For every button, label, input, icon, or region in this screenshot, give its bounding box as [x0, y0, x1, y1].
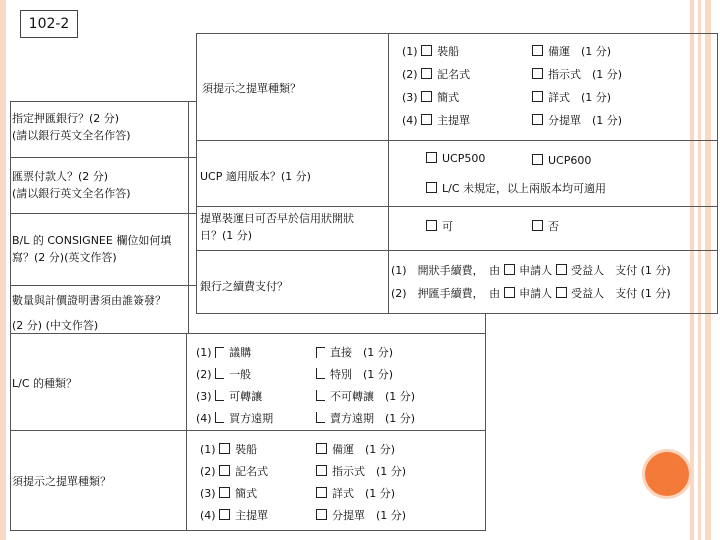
checkbox[interactable] [215, 368, 224, 379]
accent-circle [642, 449, 692, 499]
option-row: 直接 (1 分) [316, 346, 415, 368]
option-row: 分提單 (1 分) [316, 509, 406, 531]
option-row: 分提單 (1 分) [532, 114, 622, 137]
question-line: (請以銀行英文全名作答) [12, 187, 131, 200]
right-stripe-2 [698, 0, 701, 540]
left-col-vertical-a [10, 101, 11, 531]
lc-type-options-b [316, 346, 415, 434]
upper-table-divider [388, 33, 389, 314]
consignee-question [12, 232, 171, 266]
question-line: (請以銀行英文全名作答) [12, 129, 131, 142]
lc-type-question: L/C 的種類？ [12, 377, 78, 390]
ucp-either-option: L/C 未規定，以上兩版本均可適用 [426, 182, 606, 195]
checkbox[interactable] [215, 347, 224, 358]
checkbox[interactable] [215, 412, 224, 423]
ucp600-option: UCP600 [532, 154, 591, 167]
option-row: 不可轉讓 (1 分) [316, 390, 415, 412]
question-line: 指定押匯銀行？(2 分) [12, 112, 120, 125]
option-yes: 可 [426, 220, 453, 233]
option-row: 賣方遠期 (1 分) [316, 412, 415, 434]
checkbox[interactable] [316, 443, 327, 454]
checkbox[interactable] [421, 45, 432, 56]
option-row: (3) 可轉讓 [196, 390, 263, 403]
checkbox[interactable] [426, 152, 437, 163]
upper-table-border-left [196, 33, 197, 314]
right-stripe-1 [690, 0, 694, 540]
ucp-version-question: UCP 適用版本？(1 分) [200, 170, 311, 183]
checkbox[interactable] [504, 264, 515, 275]
option-row: (3) 簡式 [402, 91, 460, 104]
checkbox[interactable] [421, 91, 432, 102]
checkbox[interactable] [504, 287, 515, 298]
checkbox[interactable] [426, 182, 437, 193]
checkbox[interactable] [426, 220, 437, 231]
option-row: 特別 (1 分) [316, 368, 415, 390]
checkbox[interactable] [316, 347, 325, 358]
bank-fee-question: 銀行之續費支付？ [200, 280, 288, 293]
left-col-vertical-b [188, 101, 189, 333]
left-col-line-3 [10, 285, 196, 286]
left-col-line-0 [10, 101, 196, 102]
checkbox[interactable] [316, 412, 325, 423]
checkbox[interactable] [316, 465, 327, 476]
option-row: (1) 裝船 [402, 45, 460, 58]
checkbox[interactable] [556, 264, 567, 275]
checkbox[interactable] [532, 114, 543, 125]
option-row: 詳式 (1 分) [532, 91, 622, 114]
question-line: 寫？(2 分)(英文作答) [12, 251, 117, 264]
paying-bank-question [12, 110, 131, 144]
drawee-question [12, 168, 131, 202]
question-line: 數量與計價證明書須由誰簽發？ [12, 294, 166, 307]
lower-divider [186, 333, 187, 531]
option-row: (1) 裝船 [200, 443, 258, 456]
ucp500-option: UCP500 [426, 152, 485, 165]
question-line: B/L 的 CONSIGNEE 欄位如何填 [12, 234, 172, 247]
checkbox[interactable] [532, 91, 543, 102]
upper-bl-type-options [402, 45, 470, 137]
checkbox[interactable] [316, 368, 325, 379]
checkbox[interactable] [316, 487, 327, 498]
upper-table-border-right [717, 33, 718, 314]
checkbox[interactable] [219, 487, 230, 498]
option-row: (4) 主提單 [402, 114, 471, 127]
checkbox[interactable] [316, 390, 325, 401]
certificate-question [12, 292, 166, 334]
lower-line-top [10, 333, 486, 334]
checkbox[interactable] [316, 509, 327, 520]
right-stripe-3 [705, 0, 711, 540]
option-row: 指示式 (1 分) [316, 465, 406, 487]
upper-row-line-2 [196, 206, 718, 207]
option-row: (4) 買方遠期 [196, 412, 274, 425]
lower-bl-type-question: 須提示之提單種類？ [12, 475, 111, 488]
checkbox[interactable] [219, 509, 230, 520]
option-row: (3) 簡式 [200, 487, 258, 500]
option-no: 否 [532, 220, 559, 233]
bank-fee-line-2: (2) 押匯手續費， 由 申請人 受益人 支付 (1 分) [391, 287, 671, 300]
option-row: (1) 議購 [196, 346, 252, 359]
option-row: (2) 記名式 [200, 465, 269, 478]
checkbox[interactable] [215, 390, 224, 401]
upper-bl-type-question: 須提示之提單種類？ [202, 82, 301, 95]
checkbox[interactable] [421, 114, 432, 125]
checkbox[interactable] [219, 465, 230, 476]
upper-bl-type-options-b [532, 45, 622, 137]
checkbox[interactable] [532, 45, 543, 56]
shipment-date-question-line2: 日？(1 分) [200, 229, 253, 242]
lower-bl-type-options-b [316, 443, 406, 531]
lc-type-options-a [196, 346, 273, 434]
option-row: 備運 (1 分) [316, 443, 406, 465]
option-row: (2) 記名式 [402, 68, 471, 81]
checkbox[interactable] [556, 287, 567, 298]
checkbox[interactable] [532, 154, 543, 165]
option-row: (4) 主提單 [200, 509, 269, 522]
left-col-line-2 [10, 213, 196, 214]
option-row: (2) 一般 [196, 368, 252, 381]
upper-row-line-3 [196, 250, 718, 251]
checkbox[interactable] [532, 220, 543, 231]
upper-table-border-bottom [196, 313, 718, 314]
checkbox[interactable] [421, 68, 432, 79]
bank-fee-line-1: (1) 開狀手續費， 由 申請人 受益人 支付 (1 分) [391, 264, 671, 277]
shipment-date-question-line1: 提單裝運日可否早於信用狀開狀 [200, 212, 354, 225]
upper-row-line-1 [196, 140, 718, 141]
option-row: 備運 (1 分) [532, 45, 622, 68]
upper-table-border-top [196, 33, 718, 34]
option-row: 指示式 (1 分) [532, 68, 622, 91]
question-line: 匯票付款人？(2 分) [12, 170, 109, 183]
option-row: 詳式 (1 分) [316, 487, 406, 509]
page-number: 102-2 [20, 10, 78, 38]
left-col-line-1 [10, 157, 196, 158]
checkbox[interactable] [532, 68, 543, 79]
left-stripe [0, 0, 6, 540]
lower-right-edge [485, 313, 486, 531]
question-line: (2 分) (中文作答) [12, 319, 99, 332]
checkbox[interactable] [219, 443, 230, 454]
lower-bl-type-options-a [200, 443, 268, 531]
